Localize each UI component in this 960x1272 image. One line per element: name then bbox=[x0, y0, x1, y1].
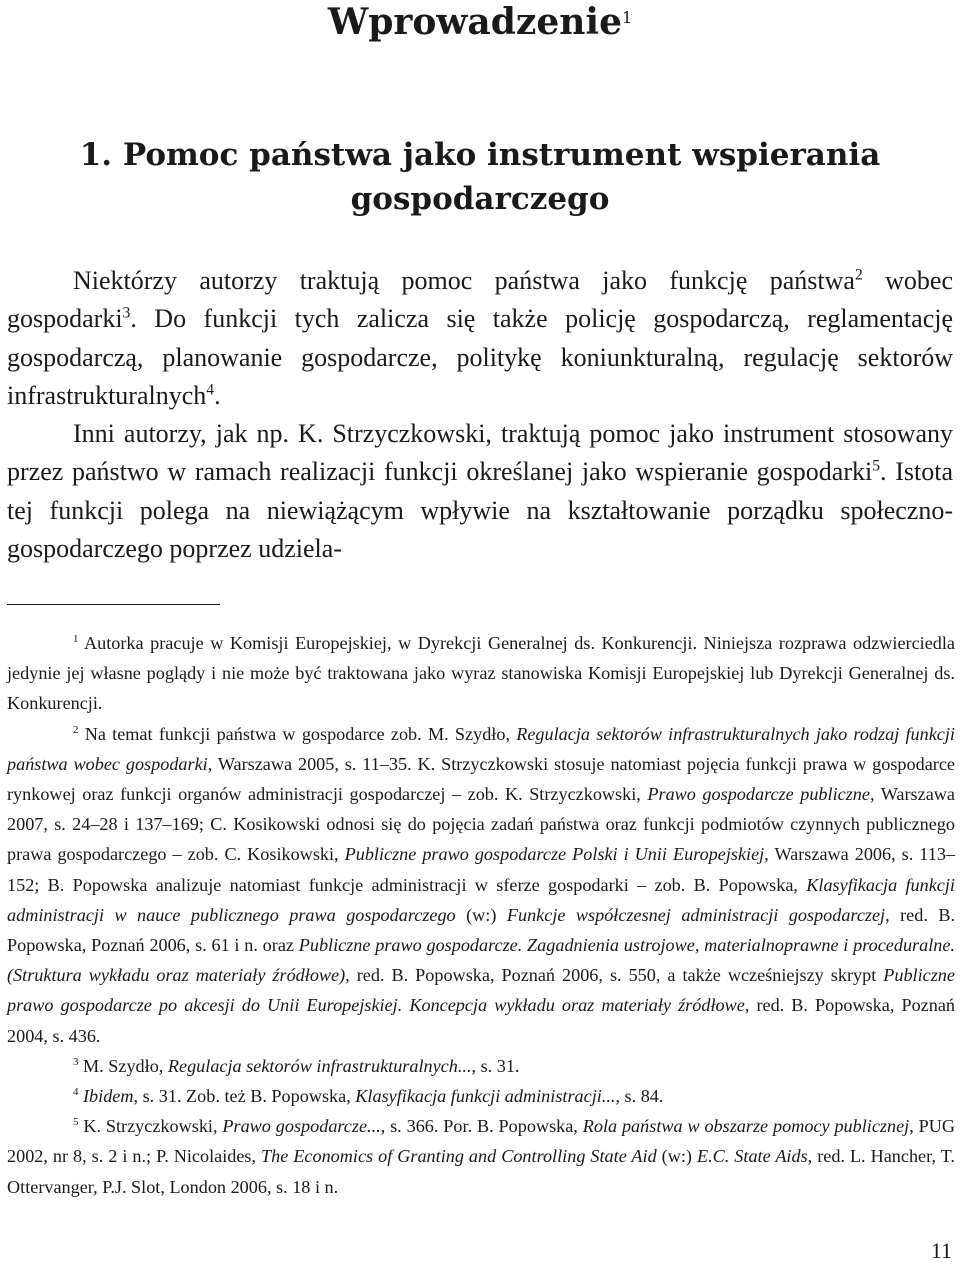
page-number: 11 bbox=[930, 1238, 952, 1263]
footnote-5-title-3: The Economics of Granting and Controlling State Aid bbox=[261, 1146, 657, 1167]
paragraph-1-text-c: . Do funkcji tych zalicza się także policję gospodarczą, reglamentację gospodarczą, planowanie gospodarcze, politykę koniunkturalną, regulację sektorów infrastrukturalnych bbox=[7, 304, 953, 410]
footnote-4-number: 4 bbox=[73, 1085, 79, 1098]
paragraph-2-text-a: Inni autorzy, jak np. K. Strzyczkowski, traktują pomoc jako instrument stosowany przez państwo w ramach realizacji funkcji określanej jako wspieranie gospodarki bbox=[7, 419, 953, 487]
paragraph-2-text-b: . Istota tej funkcji polega na niewiążącym wpływie na kształtowanie porządku społeczno-gospodarczego poprzez udziela- bbox=[7, 457, 953, 564]
footnote-2-title-1: Regulacja sektorów infrastrukturalnych jako rodzaj funkcji państwa wobec gospodarki bbox=[7, 723, 955, 774]
chapter-footnote-ref[interactable]: 1 bbox=[621, 8, 633, 27]
section-title-line2: gospodarczego bbox=[350, 181, 610, 217]
footnote-3-number: 3 bbox=[73, 1055, 79, 1068]
footnote-2 bbox=[7, 719, 955, 1051]
footnote-2-title-7: Publiczne prawo gospodarcze po akcesji do Unii Europejskiej. Koncepcja wykładu oraz materiały źródłowe bbox=[7, 965, 955, 1016]
section-title bbox=[40, 133, 920, 221]
footnote-3-text-b: , s. 31. bbox=[471, 1055, 520, 1076]
footnote-ref-3[interactable]: 3 bbox=[122, 304, 131, 322]
footnote-2-text-h: , red. B. Popowska, Poznań 2004, s. 436. bbox=[7, 995, 956, 1046]
paragraph-1-text-a: Niektórzy autorzy traktują pomoc państwa jako funkcję państwa bbox=[73, 266, 855, 295]
footnote-2-text-c: , Warszawa 2007, s. 24–28 i 137–169; C. Kosikowski odnosi się do pojęcia zadań państwa oraz funkcji podmiotów czynnych publicznego prawa gospodarczego – zob. C. Kosikowski, bbox=[7, 784, 955, 865]
chapter-title bbox=[0, 0, 960, 44]
chapter-title-text: Wprowadzenie bbox=[327, 1, 622, 43]
footnote-2-number: 2 bbox=[73, 723, 79, 736]
footnote-1-number: 1 bbox=[73, 632, 79, 645]
footnote-4 bbox=[7, 1081, 955, 1111]
footnote-ref-4[interactable]: 4 bbox=[206, 381, 215, 399]
footnote-5-text-b: , s. 366. Por. B. Popowska, bbox=[380, 1116, 583, 1137]
paragraph-1-text-b: wobec gospodarki bbox=[7, 266, 953, 334]
footnote-3 bbox=[7, 1051, 955, 1081]
footnote-3-title-1: Regulacja sektorów infrastrukturalnych... bbox=[167, 1055, 472, 1076]
footnote-2-text-f: , red. B. Popowska, Poznań 2006, s. 61 i n. oraz bbox=[7, 904, 955, 956]
footnote-2-text-g: , red. B. Popowska, Poznań 2006, s. 550, a także wcześniejszy skrypt bbox=[345, 965, 884, 986]
footnote-4-title-1: Ibidem bbox=[83, 1086, 134, 1107]
footnote-5 bbox=[7, 1111, 955, 1202]
footnote-5-text-a: K. Strzyczkowski, bbox=[78, 1116, 223, 1137]
footnote-ref-5[interactable]: 5 bbox=[872, 457, 881, 475]
footnote-2-title-6: Publiczne prawo gospodarcze. Zagadnienia ustrojowe, materialnoprawne i proceduralne. (Struktura wykładu oraz materiały źródłowe) bbox=[7, 935, 955, 986]
footnotes bbox=[7, 628, 955, 1202]
footnote-2-title-4: Klasyfikacja funkcji administracji w nauce publicznego prawa gospodarczego bbox=[7, 874, 955, 925]
footnote-2-text-d: , Warszawa 2006, s. 113–152; B. Popowska analizuje natomiast funkcje administracji w sferze gospodarki – zob. B. Popowska, bbox=[7, 844, 956, 895]
footnote-5-text-c: , PUG 2002, nr 8, s. 2 i n.; P. Nicolaides, bbox=[7, 1116, 956, 1167]
footnote-3-text-a: M. Szydło, bbox=[78, 1055, 168, 1076]
footnote-2-text-e: (w:) bbox=[455, 904, 507, 925]
footnote-4-text-b: , s. 31. Zob. też B. Popowska, bbox=[133, 1086, 356, 1107]
footnote-2-title-3: Publiczne prawo gospodarcze Polski i Unii Europejskiej bbox=[344, 844, 765, 865]
footnote-separator bbox=[7, 604, 220, 605]
footnote-1 bbox=[7, 628, 955, 719]
footnote-2-text-a: Na temat funkcji państwa w gospodarce zob. M. Szydło, bbox=[78, 723, 517, 744]
body-text bbox=[7, 262, 953, 568]
paragraph-2 bbox=[7, 415, 953, 568]
footnote-5-number: 5 bbox=[73, 1116, 79, 1129]
footnote-5-text-d: (w:) bbox=[656, 1146, 697, 1167]
footnote-5-title-4: E.C. State Aids bbox=[696, 1146, 808, 1167]
footnote-5-title-1: Prawo gospodarcze... bbox=[222, 1116, 381, 1137]
section-title-line1: 1. Pomoc państwa jako instrument wspierania bbox=[79, 137, 881, 173]
paragraph-1-text-d: . bbox=[214, 380, 221, 410]
footnote-2-title-2: Prawo gospodarcze publiczne bbox=[647, 784, 870, 805]
footnote-4-title-2: Klasyfikacja funkcji administracji... bbox=[355, 1086, 616, 1107]
footnote-2-title-5: Funkcje współczesnej administracji gospodarczej bbox=[506, 904, 886, 925]
paragraph-1 bbox=[7, 262, 953, 415]
footnote-1-text: Autorka pracuje w Komisji Europejskiej, w Dyrekcji Generalnej ds. Konkurencji. Niniejsza rozprawa odzwierciedla jedynie jej własne poglądy i nie może być traktowana jako wyraz stanowiska Komisji Europejskiej lub Dyrekcji Generalnej ds. Konkurencji. bbox=[7, 633, 955, 714]
footnote-5-text-e: , red. L. Hancher, T. Ottervanger, P.J. Slot, London 2006, s. 18 i n. bbox=[7, 1146, 955, 1197]
footnote-2-text-b: , Warszawa 2005, s. 11–35. K. Strzyczkowski stosuje natomiast pojęcia funkcji prawa w gospodarce rynkowej oraz funkcji organów administracji gospodarczej – zob. K. Strzyczkowski, bbox=[7, 753, 955, 805]
footnote-5-title-2: Rola państwa w obszarze pomocy publicznej bbox=[582, 1116, 910, 1137]
footnote-ref-2[interactable]: 2 bbox=[854, 266, 863, 284]
footnote-4-text-c: , s. 84. bbox=[615, 1086, 664, 1107]
